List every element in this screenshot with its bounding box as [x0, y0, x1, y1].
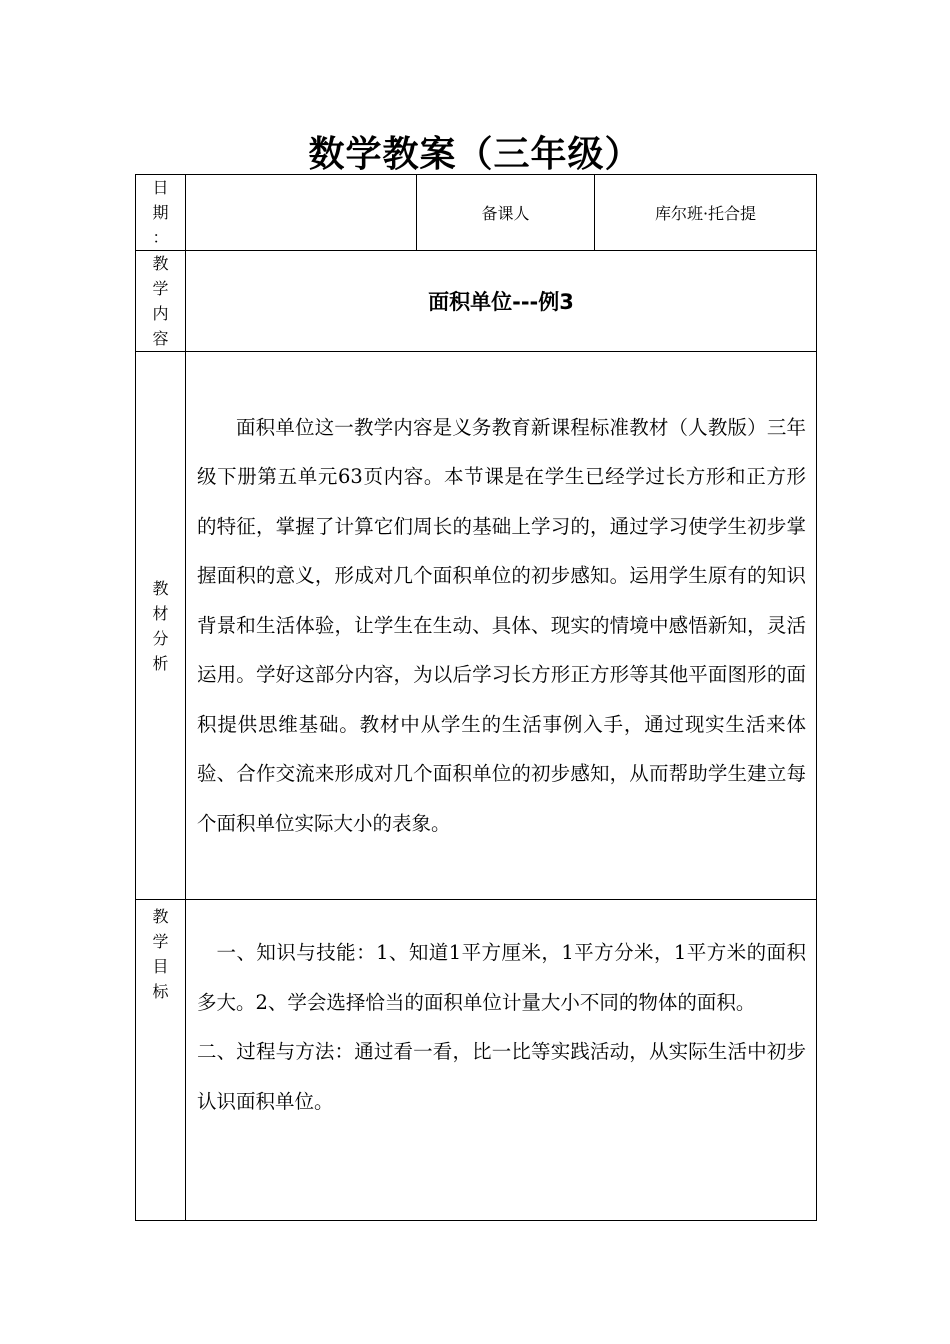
objectives-label-char: 标	[152, 982, 169, 1001]
objectives-row	[136, 900, 817, 1221]
header-row	[136, 175, 817, 251]
date-label-char: ：	[152, 228, 169, 247]
content-label-char: 内	[152, 304, 169, 323]
content-label	[136, 251, 186, 352]
lesson-plan-table	[135, 174, 817, 1221]
content-label-char: 教	[152, 254, 169, 273]
objectives-label-char: 学	[152, 932, 169, 951]
preparer-label: 备课人	[417, 175, 595, 251]
date-value[interactable]	[186, 175, 417, 251]
content-row	[136, 251, 817, 352]
analysis-label-char: 教	[152, 578, 169, 598]
analysis-label-char: 析	[152, 653, 169, 673]
date-label	[136, 175, 186, 251]
objectives-label	[136, 900, 186, 1221]
objectives-label-char: 教	[152, 907, 169, 926]
analysis-text: 面积单位这一教学内容是义务教育新课程标准教材（人教版）三年级下册第五单元63页内容。本节课是在学生已经学过长方形和正方形的特征，掌握了计算它们周长的基础上学习的，通过学习使学生初步掌握面积的意义，形成对几个面积单位的初步感知。运用学生原有的知识背景和生活体验，让学生在生动、具体、现实的情境中感悟新知，灵活运用。学好这部分内容，为以后学习长方形正方形等其他平面图形的面积提供思维基础。教材中从学生的生活事例入手，通过现实生活来体验、合作交流来形成对几个面积单位的初步感知，从而帮助学生建立每个面积单位实际大小的表象。	[197, 415, 806, 835]
objectives-cell	[186, 900, 817, 1221]
lesson-title: 面积单位---例3	[186, 251, 817, 352]
objectives-label-char: 目	[152, 957, 169, 976]
date-label-char: 期	[152, 203, 169, 222]
objective-item-knowledge: 一、知识与技能：1、知道1平方厘米，1平方分米，1平方米的面积多大。2、学会选择恰当的面积单位计量大小不同的物体的面积。	[197, 941, 806, 1014]
content-label-char: 学	[152, 279, 169, 298]
document-title: 数学教案（三年级）	[308, 134, 642, 175]
analysis-row	[136, 352, 817, 900]
analysis-cell	[186, 352, 817, 900]
objective-item-process: 二、过程与方法：通过看一看，比一比等实践活动，从实际生活中初步认识面积单位。	[197, 1040, 806, 1113]
analysis-label	[136, 352, 186, 900]
preparer-name: 库尔班·托合提	[595, 175, 817, 251]
date-label-char: 日	[152, 178, 169, 197]
analysis-label-char: 分	[152, 628, 169, 648]
content-label-char: 容	[152, 329, 169, 348]
analysis-label-char: 材	[152, 603, 169, 623]
